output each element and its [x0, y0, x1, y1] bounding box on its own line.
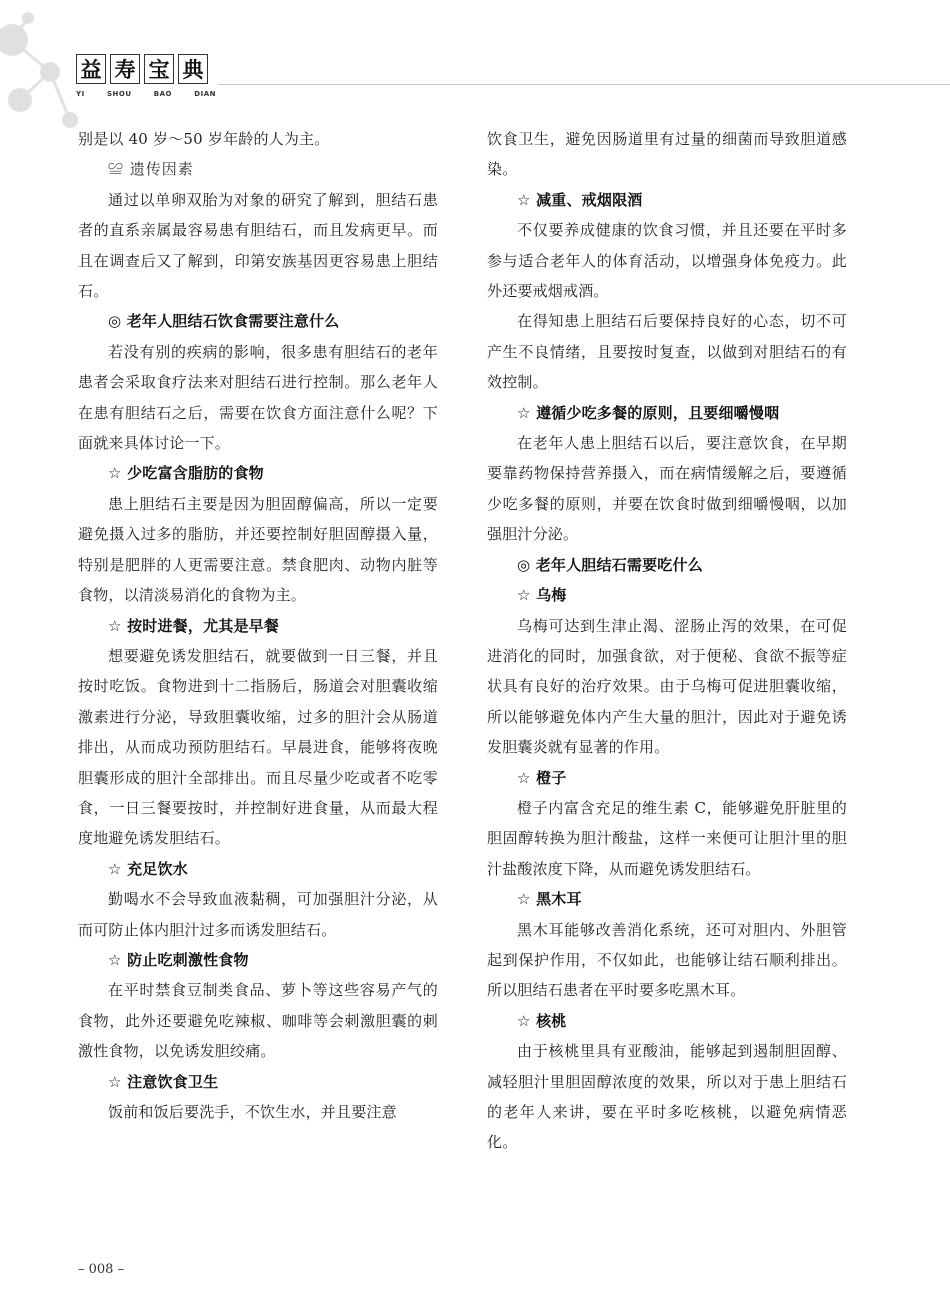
section-heading: ☆ 防止吃刺激性食物	[108, 950, 249, 969]
paragraph: 在得知患上胆结石后要保持良好的心态，切不可产生不良情绪，且要按时复查，以做到对胆结石的有效控制。	[487, 312, 847, 392]
paragraph: 患上胆结石主要是因为胆固醇偏高，所以一定要避免摄入过多的脂肪，并还要控制好胆固醇摄入量，特别是肥胖的人更需要注意。禁食肥肉、动物内脏等食物，以清淡易消化的食物为主。	[78, 494, 438, 605]
paragraph: 想要避免诱发胆结石，就要做到一日三餐，并且按时吃饭。食物进到十二指肠后，肠道会对胆囊收缩激素进行分泌，导致胆囊收缩，过多的胆汁会从肠道排出，从而成功预防胆结石。早晨进食，能够将夜晚胆囊形成的胆汁全部排出。而且尽量少吃或者不吃零食，一日三餐要按时，并控制好进食量，从而最大程度地避免诱发胆结石。	[78, 646, 438, 848]
paragraph-continuation: 饮食卫生，避免因肠道里有过量的细菌而导致胆道感染。	[487, 130, 847, 179]
pinyin-syllable: SHOU	[106, 90, 132, 98]
right-text-column	[487, 124, 847, 1158]
section-heading: ◎ 老年人胆结石需要吃什么	[517, 555, 703, 574]
pinyin-syllable: BAO	[153, 90, 173, 98]
book-title-char: 宝	[144, 54, 174, 84]
paragraph: 黑木耳能够改善消化系统，还可对胆内、外胆管起到保护作用，不仅如此，也能够让结石顺利排出。所以胆结石患者在平时要多吃黑木耳。	[487, 920, 847, 1000]
paragraph-continuation: 别是以 40 岁～50 岁年龄的人为主。	[78, 130, 330, 148]
book-title-char: 典	[178, 54, 208, 84]
section-heading: ☆ 核桃	[517, 1011, 567, 1030]
book-title-char: 寿	[110, 54, 140, 84]
section-heading: ☆ 充足饮水	[108, 859, 188, 878]
paragraph: 不仅要养成健康的饮食习惯，并且还要在平时多参与适合老年人的体育活动，以增强身体免疫力。此外还要戒烟戒酒。	[487, 221, 847, 301]
paragraph: 勤喝水不会导致血液黏稠，可加强胆汁分泌，从而可防止体内胆汁过多而诱发胆结石。	[78, 890, 438, 939]
book-title-pinyin	[76, 90, 216, 98]
section-heading: ◎ 老年人胆结石饮食需要注意什么	[108, 312, 340, 331]
left-text-column	[78, 124, 438, 1127]
paragraph: 乌梅可达到生津止渴、涩肠止泻的效果，在可促进消化的同时，加强食欲，对于便秘、食欲不振等症状具有良好的治疗效果。由于乌梅可促进胆囊收缩，所以能够避免体内产生大量的胆汁，因此对于避免诱发胆囊炎就有显著的作用。	[487, 616, 847, 757]
pinyin-syllable: DIAN	[194, 90, 216, 98]
book-title-char: 益	[76, 54, 106, 84]
section-heading: ☆ 注意饮食卫生	[108, 1072, 219, 1091]
paragraph: 由于核桃里具有亚酸油，能够起到遏制胆固醇、减轻胆汁里胆固醇浓度的效果，所以对于患上胆结石的老年人来讲，要在平时多吃核桃，以避免病情恶化。	[487, 1042, 847, 1152]
paragraph: 通过以单卵双胎为对象的研究了解到，胆结石患者的直系亲属最容易患有胆结石，而且发病更早。而且在调查后又了解到，印第安族基因更容易患上胆结石。	[78, 190, 438, 301]
section-heading: ☆ 乌梅	[517, 586, 567, 605]
paragraph: 饭前和饭后要洗手，不饮生水，并且要注意	[108, 1103, 397, 1121]
page-number: – 008 –	[78, 1262, 125, 1277]
subsection-heading: ≌ 遗传因素	[108, 160, 194, 179]
section-heading: ☆ 橙子	[517, 768, 567, 787]
section-heading: ☆ 遵循少吃多餐的原则，且要细嚼慢咽	[517, 403, 780, 422]
book-title	[76, 54, 208, 84]
section-heading: ☆ 黑木耳	[517, 890, 582, 909]
paragraph: 在老年人患上胆结石以后，要注意饮食，在早期要靠药物保持营养摄入，而在病情缓解之后，要遵循少吃多餐的原则，并要在饮食时做到细嚼慢咽，以加强胆汁分泌。	[487, 434, 847, 544]
section-heading: ☆ 按时进餐，尤其是早餐	[108, 616, 280, 635]
paragraph: 在平时禁食豆制类食品、萝卜等这些容易产气的食物，此外还要避免吃辣椒、咖啡等会刺激胆囊的刺激性食物，以免诱发胆绞痛。	[78, 981, 438, 1061]
paragraph: 若没有别的疾病的影响，很多患有胆结石的老年患者会采取食疗法来对胆结石进行控制。那么老年人在患有胆结石之后，需要在饮食方面注意什么呢？下面就来具体讨论一下。	[78, 342, 438, 453]
paragraph: 橙子内富含充足的维生素 C，能够避免肝脏里的胆固醇转换为胆汁酸盐，这样一来便可让胆汁里的胆汁盐酸浓度下降，从而避免诱发胆结石。	[487, 798, 847, 878]
section-heading: ☆ 少吃富含脂肪的食物	[108, 464, 264, 483]
pinyin-syllable: YI	[76, 90, 85, 98]
section-heading: ☆ 减重、戒烟限酒	[517, 190, 643, 209]
header-divider	[218, 84, 950, 85]
